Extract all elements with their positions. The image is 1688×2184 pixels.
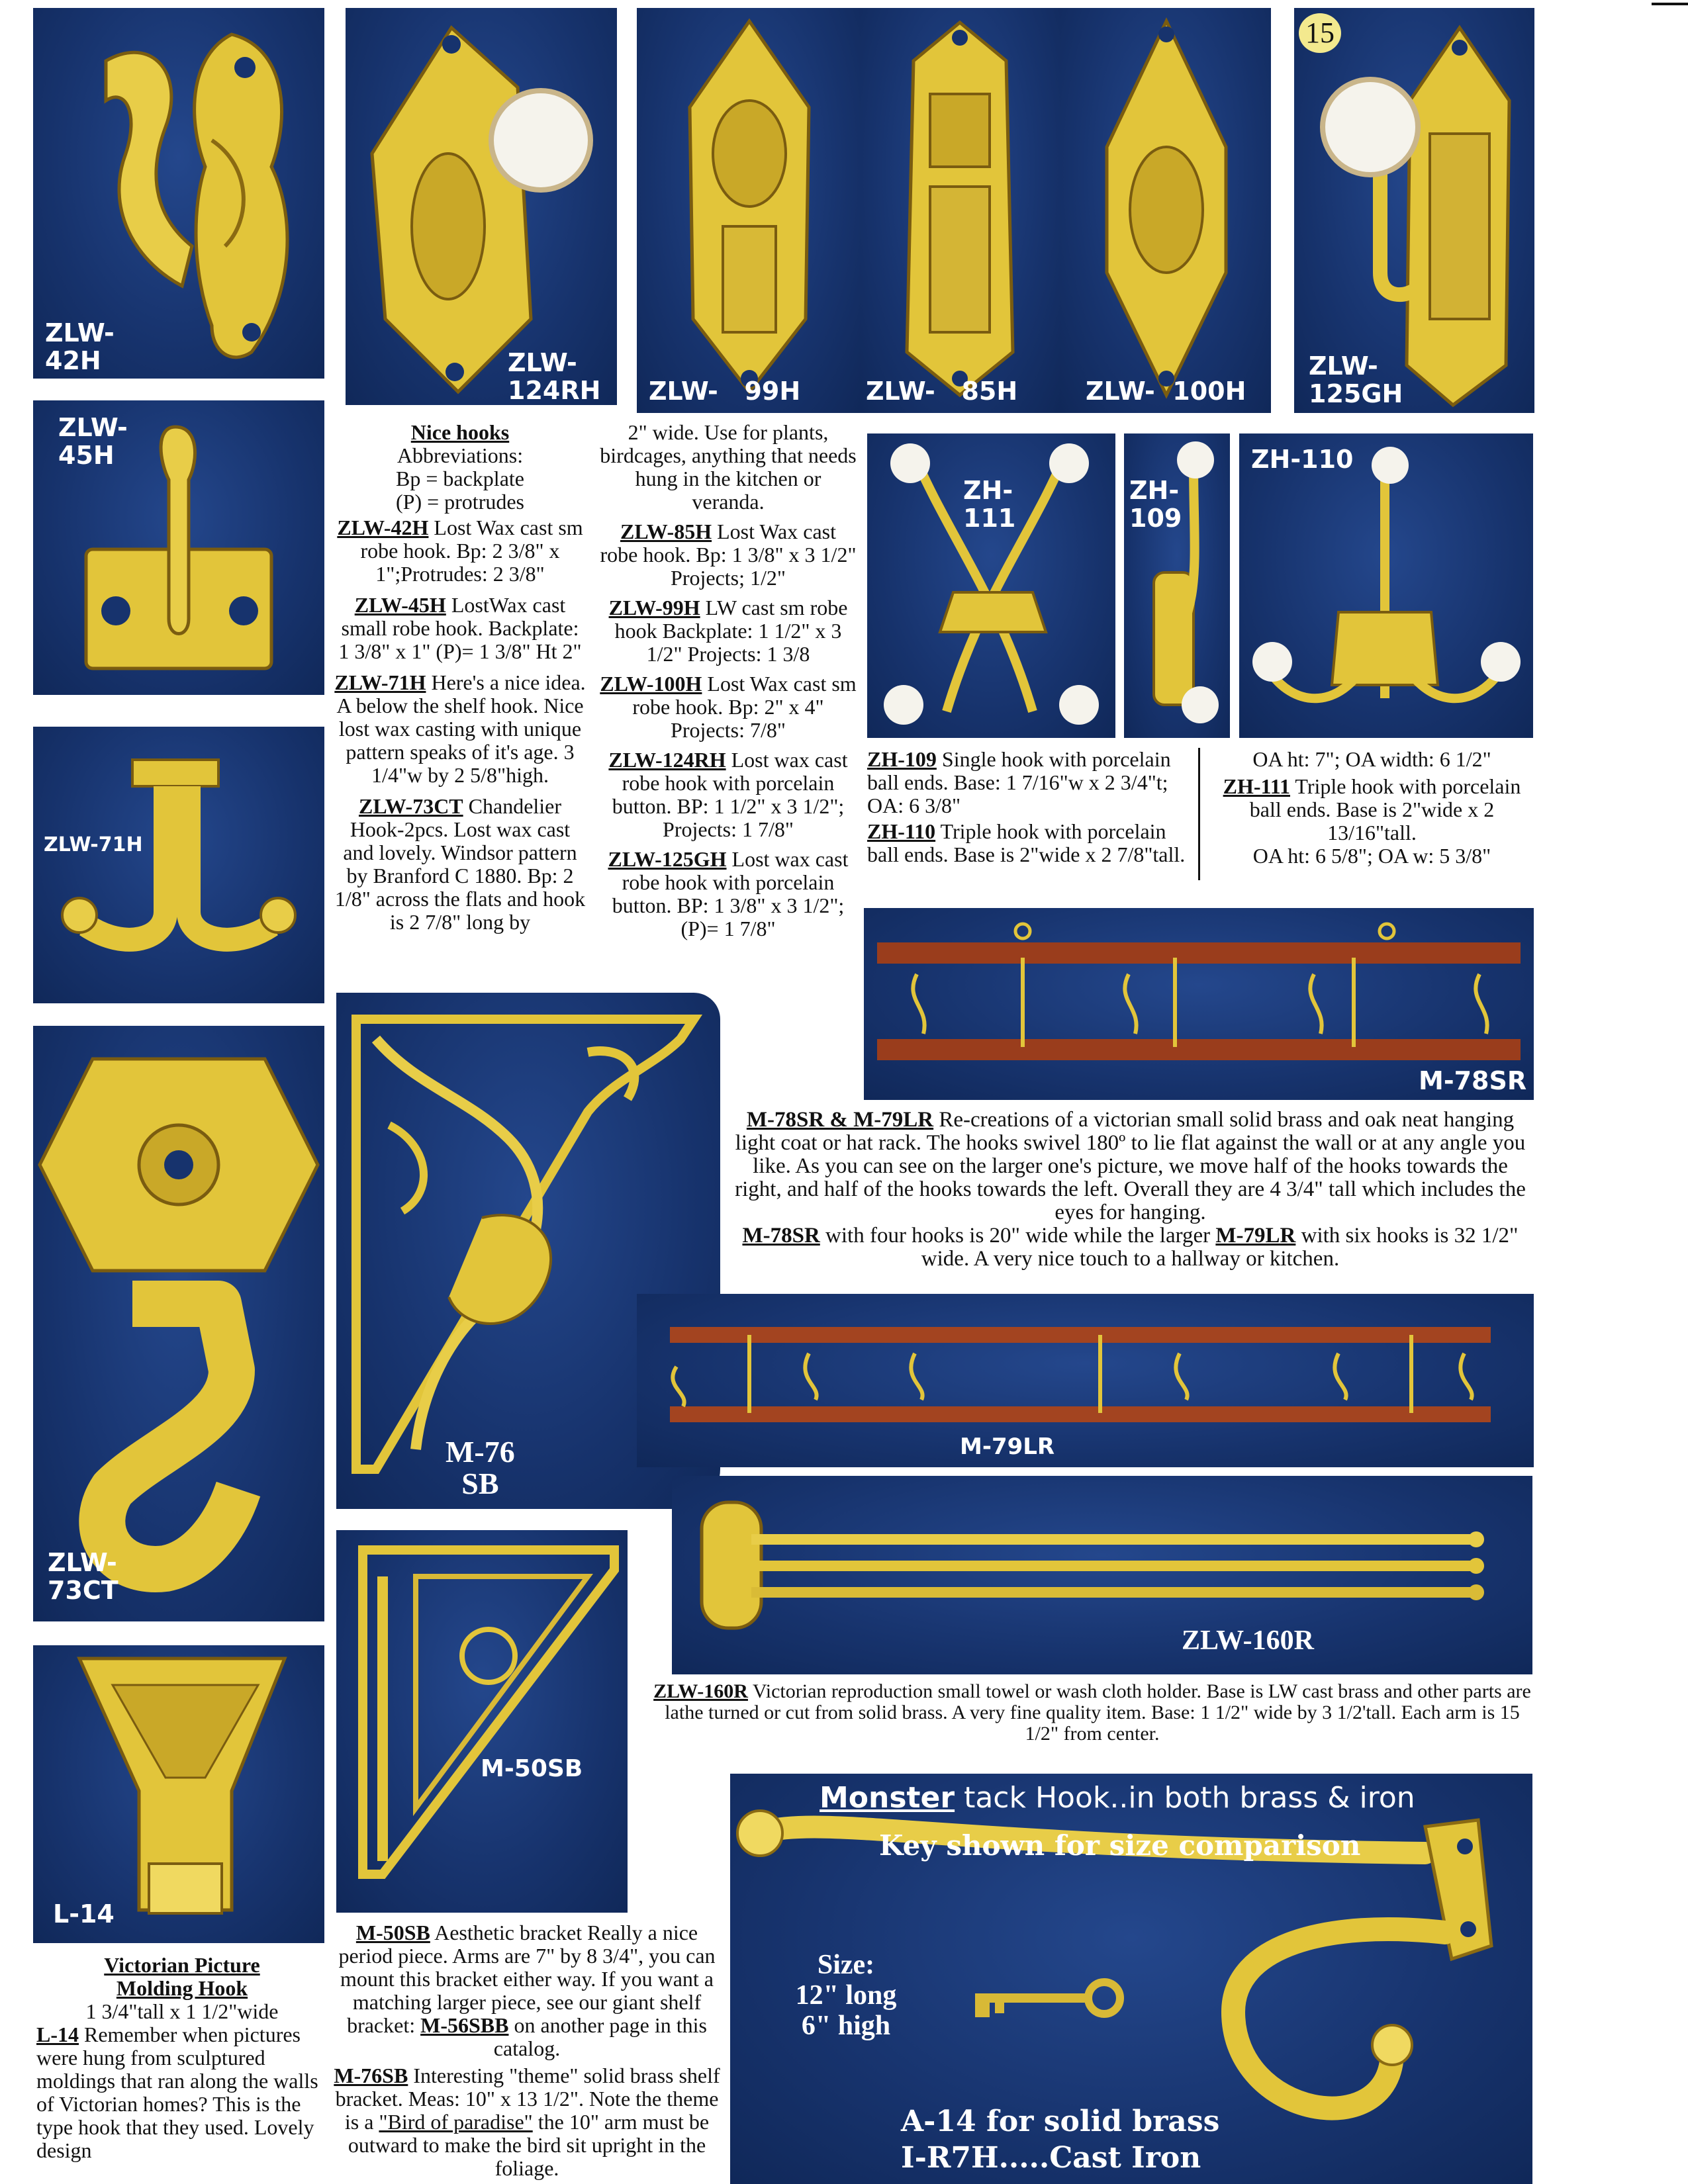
label-l-14: L-14 — [53, 1899, 115, 1929]
product-desc-zlw-99h: LW cast sm robe hook Backplate: 1 1/2" x 3 1/2" Projects: 1 3/8 — [614, 596, 848, 666]
product-desc-zlw-42h: Lost Wax cast sm robe hook. Bp: 2 3/8" x 1";Protrudes: 2 3/8" — [360, 516, 583, 586]
product-desc-m-50sb: Aesthetic bracket Really a nice period piece. Arms are 7" by 8 3/4", you can mount this bracket either way. If you want a matching larger piece, see our giant shelf bracket: — [338, 1921, 716, 2037]
product-code-m-78sr-m-79lr: M-78SR & M-79LR — [746, 1108, 934, 1132]
product-code-zlw-125gh: ZLW-125GH — [608, 847, 727, 871]
brass-robe-hook-image — [1060, 8, 1271, 413]
product-desc-zh-110: Triple hook with porcelain ball ends. Base is 2"wide x 2 7/8"tall. — [867, 819, 1186, 866]
picture-molding-hook-image — [33, 1645, 324, 1943]
product-photo-monster-tack-hook — [730, 1774, 1532, 2184]
label-m-50sb: M-50SB — [481, 1755, 583, 1782]
product-photo-zlw-71h — [33, 727, 324, 1003]
text-block-zh-109-110 — [867, 748, 1195, 866]
continued-text-zlw-73ct: 2" wide. Use for plants, birdcages, anything that needs hung in the kitchen or veranda. — [600, 420, 857, 514]
size-heading: Size: — [817, 1950, 875, 1980]
key-comparison-note: Key shown for size comparison — [879, 1829, 1361, 1862]
product-photo-zlw-42h — [33, 8, 324, 379]
text-block-zh-111 — [1208, 748, 1536, 868]
text-block-coat-racks — [728, 1109, 1532, 1271]
product-photo-l-14 — [33, 1645, 324, 1943]
triple-hook-image — [1239, 433, 1533, 738]
product-code-zlw-73ct: ZLW-73CT — [358, 794, 463, 818]
product-photo-zlw-99h — [637, 8, 861, 413]
label-zh-111: ZH- 111 — [963, 476, 1016, 533]
product-desc-zlw-85h: Lost Wax cast robe hook. Bp: 1 3/8" x 3 1/2" Projects; 1/2" — [600, 520, 857, 590]
product-code-zlw-71h: ZLW-71H — [334, 670, 426, 694]
product-photo-m-79lr — [637, 1294, 1534, 1467]
size-info — [770, 1950, 922, 2041]
product-desc-zh-109: Single hook with porcelain ball ends. Base: 1 7/16"w x 2 3/4"t; OA: 6 3/8" — [867, 747, 1171, 817]
product-desc-zlw-100h: Lost Wax cast sm robe hook. Bp: 2" x 4" Projects: 7/8" — [632, 672, 857, 742]
product-photo-m-50sb — [336, 1530, 628, 1913]
monster-title-bold: Monster — [820, 1781, 955, 1815]
product-code-zlw-45h: ZLW-45H — [354, 593, 446, 617]
product-code-zlw-99h: ZLW-99H — [608, 596, 700, 619]
page-number-badge: 15 — [1299, 13, 1341, 53]
text-block-picture-hook — [36, 1954, 328, 2162]
label-zlw-85h: ZLW- 85H — [866, 377, 1018, 406]
product-code-zlw-100h: ZLW-100H — [600, 672, 702, 696]
product-desc-m-76sb: Interesting "theme" solid brass shelf bracket. Meas: 10" x 13 1/2". Note the theme is a — [335, 2064, 720, 2134]
product-code-zh-110: ZH-110 — [867, 819, 936, 843]
abbreviations-heading: Abbreviations: — [397, 443, 524, 467]
product-photo-zlw-160r — [672, 1476, 1532, 1674]
column-divider — [1198, 748, 1200, 880]
text-block-robe-hooks — [599, 421, 857, 940]
product-desc-racks-3: with six hooks is 32 1/2" wide. A very nice touch to a hallway or kitchen. — [921, 1224, 1519, 1271]
text-block-brackets — [328, 1921, 726, 2180]
aesthetic-bracket-image — [336, 1530, 628, 1913]
product-code-zlw-160r: ZLW-160R — [653, 1680, 748, 1702]
product-photo-zlw-125gh — [1294, 8, 1534, 413]
monster-title-rest: tack Hook..in both brass & iron — [955, 1781, 1415, 1815]
picture-hook-title-1: Victorian Picture — [104, 1953, 260, 1977]
iron-code: I-R7H.....Cast Iron — [901, 2141, 1201, 2175]
label-zlw-42h: ZLW- 42H — [45, 318, 115, 375]
product-photo-zlw-100h — [1060, 8, 1271, 413]
product-code-zh-111: ZH-111 — [1223, 774, 1290, 798]
product-desc-racks: Re-creations of a victorian small solid brass and oak neat hanging light coat or hat rack. The hooks swivel 180º to lie flat against the wall or at any angle you like. As you can see on the larger one's picture, we move half of the hooks towards the right, and half of the hooks towards the left. Overall they are 4 3/4" tall which includes the eyes for hanging. — [735, 1108, 1526, 1224]
coat-rack-image — [637, 1294, 1534, 1467]
abbreviation-bp: Bp = backplate — [396, 467, 524, 490]
label-m-78sr: M-78SR — [1419, 1066, 1527, 1095]
corner-line — [1652, 3, 1688, 5]
product-desc-racks-2: with four hooks is 20" wide while the larger — [820, 1224, 1216, 1248]
label-zlw-71h: ZLW-71H — [44, 833, 143, 856]
brass-robe-hook-image — [637, 8, 861, 413]
product-oa-zh-111: OA ht: 6 5/8"; OA w: 5 3/8" — [1252, 844, 1491, 868]
picture-hook-title-2: Molding Hook — [116, 1976, 248, 2000]
product-desc-zlw-160r: Victorian reproduction small towel or wash cloth holder. Base is LW cast brass and other parts are lathe turned or cut from solid brass. A very fine quality item. Base: 1 1/2" wide by 3 1/2'tall. Each arm is 15 1/2" from center. — [665, 1680, 1531, 1745]
product-desc-zlw-71h: Here's a nice idea. A below the shelf hook. Nice lost wax casting with unique pattern speaks of it's age. 3 1/4"w by 2 5/8"high. — [336, 670, 586, 787]
text-block-nice-hooks — [334, 421, 586, 934]
label-zlw-124rh: ZLW- 124RH — [508, 348, 601, 405]
text-block-zlw-160r — [652, 1681, 1532, 1745]
porcelain-button-robe-hook-image — [346, 8, 617, 405]
label-m-79lr: M-79LR — [960, 1433, 1055, 1460]
product-photo-zlw-85h — [861, 8, 1060, 413]
picture-hook-size: 1 3/4"tall x 1 1/2"wide — [85, 1999, 279, 2023]
product-oa-zh-110: OA ht: 7"; OA width: 6 1/2" — [1252, 747, 1491, 771]
product-code-m-79lr: M-79LR — [1215, 1224, 1296, 1248]
product-code-zh-109: ZH-109 — [867, 747, 937, 771]
product-code-m-50sb: M-50SB — [355, 1921, 430, 1944]
towel-holder-image — [672, 1476, 1532, 1674]
product-desc-zlw-73ct: Chandelier Hook-2pcs. Lost wax cast and lovely. Windsor pattern by Branford C 1880. Bp: 2 1/8" across the flats and hook is 2 7/8" long by — [334, 794, 586, 934]
product-photo-zh-110 — [1239, 433, 1533, 738]
product-desc-zh-111: Triple hook with porcelain ball ends. Base is 2"wide x 2 13/16"tall. — [1249, 774, 1521, 844]
product-photo-zlw-73ct — [33, 1026, 324, 1621]
key-icon — [975, 1982, 1120, 2017]
label-zh-110: ZH-110 — [1251, 445, 1354, 474]
label-zlw-73ct: ZLW- 73CT — [48, 1548, 118, 1605]
section-title: Nice hooks — [410, 420, 510, 444]
monster-title — [820, 1782, 1481, 1815]
product-photo-zlw-45h — [33, 400, 324, 695]
product-code-m-78sr: M-78SR — [742, 1224, 820, 1248]
size-high: 6" high — [801, 2011, 891, 2041]
product-code-m-76sb: M-76SB — [334, 2064, 408, 2087]
label-zh-109: ZH- 109 — [1129, 476, 1182, 533]
product-photo-zh-111 — [867, 433, 1115, 738]
label-zlw-99h: ZLW- 99H — [649, 377, 801, 406]
product-desc-zlw-125gh: Lost wax cast robe hook with porcelain button. BP: 1 3/8" x 3 1/2"; (P)= 1 7/8" — [612, 847, 849, 940]
label-zlw-100h: ZLW- 100H — [1086, 377, 1246, 406]
product-desc-zlw-45h: LostWax cast small robe hook. Backplate: 1 3/8" x 1" (P)= 1 3/8" Ht 2" — [338, 593, 582, 663]
product-code-m-56sbb: M-56SBB — [420, 2013, 509, 2037]
abbreviation-p: (P) = protrudes — [395, 490, 524, 514]
bracket-theme: "Bird of paradise" — [379, 2110, 533, 2134]
label-zlw-45h: ZLW- 45H — [58, 413, 128, 470]
product-code-l-14: L-14 — [36, 2023, 79, 2046]
product-desc-m-50sb-2: on another page in this catalog. — [493, 2013, 707, 2060]
product-code-zlw-85h: ZLW-85H — [620, 520, 712, 543]
label-zlw-125gh: ZLW- 125GH — [1309, 351, 1403, 408]
product-desc-l-14: Remember when pictures were hung from sculptured moldings that ran along the walls of Victorian homes? This is the type hook that they used. Lovely design — [36, 2023, 318, 2162]
chandelier-hook-image — [33, 1026, 324, 1621]
brass-code: A-14 for solid brass — [901, 2105, 1220, 2138]
brass-robe-hook-image — [861, 8, 1060, 413]
product-code-zlw-124rh: ZLW-124RH — [608, 748, 726, 772]
product-desc-zlw-124rh: Lost wax cast robe hook with porcelain button. BP: 1 1/2" x 3 1/2"; Projects: 1 7/8" — [612, 748, 848, 841]
shelf-hook-image — [33, 727, 324, 1003]
product-photo-zlw-124rh — [346, 8, 617, 405]
product-code-zlw-42h: ZLW-42H — [337, 516, 429, 539]
product-photo-zh-109 — [1124, 433, 1230, 738]
label-m-76sb: M-76 SB — [445, 1435, 515, 1500]
product-photo-m-78sr — [864, 908, 1534, 1100]
label-zlw-160r: ZLW-160R — [1182, 1625, 1314, 1656]
product-desc-m-76sb-2: the 10" arm must be outward to make the bird sit upright in the foliage. — [348, 2110, 710, 2180]
size-long: 12" long — [795, 1980, 897, 2011]
